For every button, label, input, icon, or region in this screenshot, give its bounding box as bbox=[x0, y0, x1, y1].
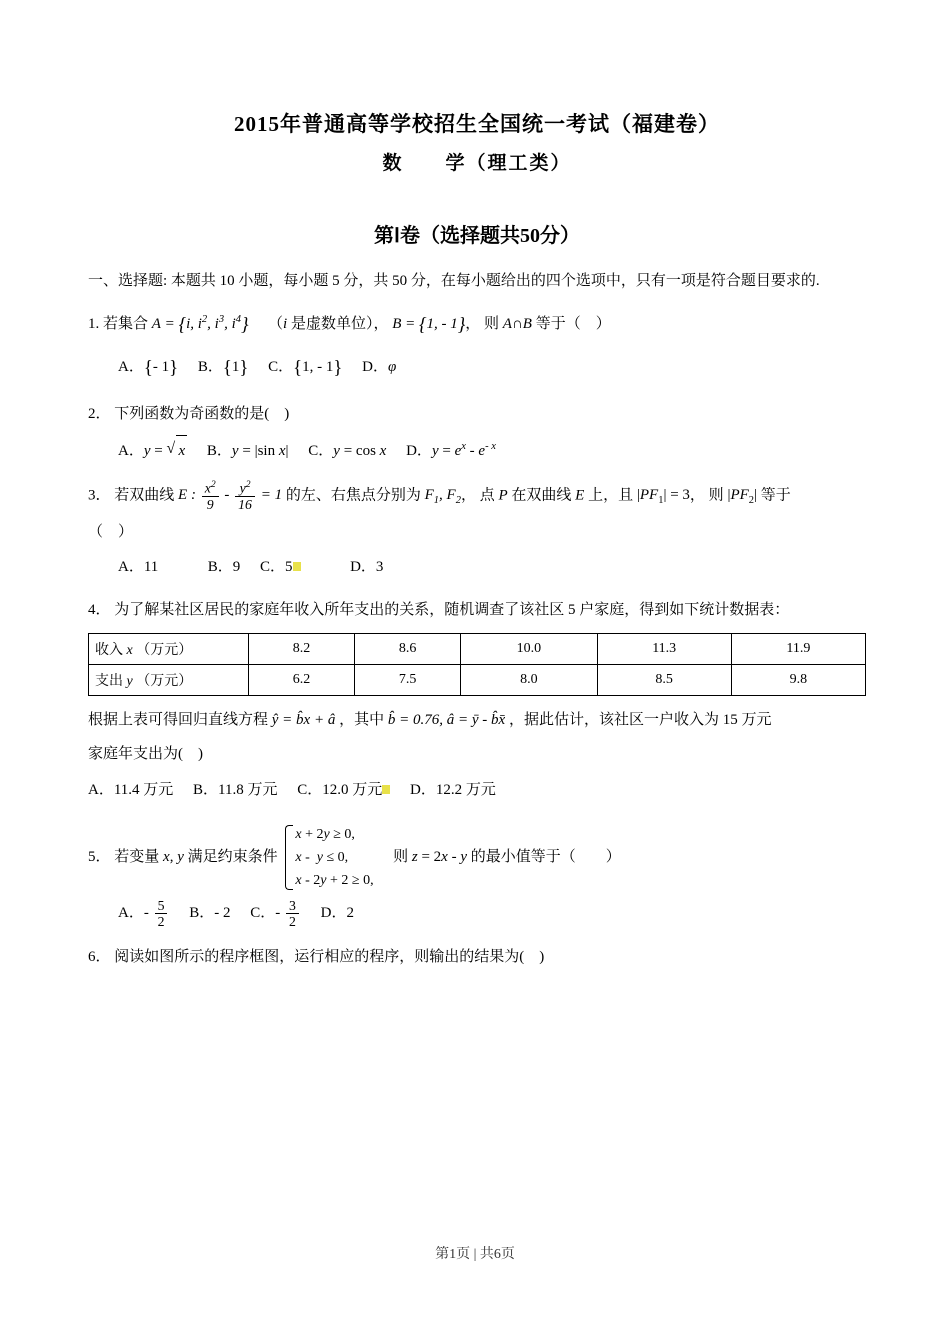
q1-ask: A∩B bbox=[502, 316, 532, 332]
q3-equation: E : $\frac{x^2}{9}$ - $\frac{y^2}{16}$ = 1 bbox=[178, 478, 283, 512]
q5-number: 5． bbox=[88, 848, 111, 865]
q1-number: 1. bbox=[88, 316, 100, 332]
q3-middle4: 上，且 bbox=[588, 487, 634, 504]
q5-system-line-1: x + 2y ≥ 0, bbox=[295, 826, 355, 842]
q4-regression: ŷ = b̂x + â bbox=[271, 711, 336, 728]
cell-income-2: 8.6 bbox=[355, 633, 461, 664]
instruction-text: 一、选择题: 本题共 10 小题，每小题 5 分，共 50 分，在每小题给出的四个选项中，只有一项是符合题目要求的. bbox=[88, 273, 820, 289]
cell-expense-5: 9.8 bbox=[731, 664, 865, 695]
q4-after-table bbox=[88, 706, 866, 735]
q5-then: 则 bbox=[393, 848, 409, 865]
cell-income-4: 11.3 bbox=[597, 633, 731, 664]
section-title: 第Ⅰ卷（选择题共50分） bbox=[374, 225, 580, 247]
q3-ask-second-line: （ ） bbox=[88, 523, 134, 540]
q2-stem: 下列函数为奇函数的是( ) bbox=[114, 406, 290, 423]
q4-text-3: ，据此估计，该社区一户收入为 15 万元 bbox=[508, 711, 772, 728]
cell-income-5: 11.9 bbox=[731, 633, 865, 664]
q4-text-2: ，其中 bbox=[339, 711, 385, 728]
q3-choice-b[interactable]: B．9 bbox=[207, 559, 241, 576]
q3-middle5: 则 bbox=[708, 487, 724, 504]
q4-choice-a[interactable]: A．11.4 万元 bbox=[88, 781, 174, 798]
q1-choices bbox=[118, 349, 866, 387]
q2-choice-a[interactable]: A．y = √ x bbox=[118, 443, 187, 459]
q3-choices bbox=[118, 552, 866, 582]
q3-foci: $F_1$, $F_2$ bbox=[424, 487, 461, 507]
q5-choice-b[interactable]: B．- 2 bbox=[189, 905, 231, 922]
cell-income-1: 8.2 bbox=[249, 633, 355, 664]
question-2 bbox=[88, 400, 866, 429]
q4-text-1: 根据上表可得回归直线方程 bbox=[88, 711, 269, 728]
question-6 bbox=[88, 943, 866, 972]
q4-number: 4． bbox=[88, 602, 111, 619]
q2-choices bbox=[118, 435, 866, 466]
q5-choice-d[interactable]: D．2 bbox=[320, 905, 355, 922]
table-row bbox=[89, 664, 866, 695]
question-5 bbox=[88, 823, 866, 892]
q4-coefficients: b̂ = 0.76, â = ȳ - b̂x̄ bbox=[387, 711, 506, 728]
q3-choice-a[interactable]: A．11 bbox=[118, 559, 159, 576]
q3-middle3: 在双曲线 bbox=[511, 487, 572, 504]
q3-middle1: 的左、右焦点分别为 bbox=[285, 487, 421, 504]
q1-choice-b[interactable]: B．{1} bbox=[197, 356, 249, 378]
page-content bbox=[88, 108, 866, 978]
page-title: 2015年普通高等学校招生全国统一考试（福建卷） bbox=[234, 112, 720, 136]
q3-middle2: 点 bbox=[479, 487, 495, 504]
cell-expense-3: 8.0 bbox=[461, 664, 597, 695]
q1-choice-d[interactable]: D．φ bbox=[362, 358, 397, 375]
q3-ask: $|PF_2|$ bbox=[727, 487, 758, 507]
page-subtitle: 数 学（理工类） bbox=[382, 153, 572, 174]
q3-stem-prefix: 若双曲线 bbox=[114, 487, 175, 504]
q5-choice-a[interactable]: A．- $\frac{5}{2}$ bbox=[118, 905, 169, 921]
q4-ask: 家庭年支出为( ) bbox=[88, 746, 203, 763]
statistics-table bbox=[88, 633, 866, 696]
page-footer: 第1页 | 共6页 bbox=[435, 1247, 515, 1262]
q5-stem-prefix: 若变量 x, y 满足约束条件 bbox=[114, 848, 278, 865]
q1-stem-prefix: 若集合 bbox=[103, 316, 149, 332]
q1-then: 则 bbox=[484, 316, 500, 332]
question-4 bbox=[88, 596, 866, 625]
q3-condition: $|PF_1| = 3$ bbox=[636, 487, 690, 507]
row-header-expense: 支出 y （万元） bbox=[89, 664, 249, 695]
cell-expense-2: 7.5 bbox=[355, 664, 461, 695]
question-1: 1. 若集合 A = {i, $i^2$, $i^3$, $i^4$} （i 是虚数单位）， B = {1, - 1}， 则 A∩B 等于（ ） bbox=[88, 314, 611, 336]
row-header-income: 收入 x （万元） bbox=[89, 633, 249, 664]
q4-choice-b[interactable]: B．11.8 万元 bbox=[193, 781, 278, 798]
table-row bbox=[89, 633, 866, 664]
q5-system-line-3: x - 2y + 2 ≥ 0, bbox=[295, 873, 374, 888]
q2-choice-d[interactable]: D．$y = e^x - e^{- x}$ bbox=[406, 440, 496, 459]
question-3: 3． 若双曲线 E : $\frac{x^2}{9}$ - $\frac{y^2}{16}$ = 1 的左、右焦点分别为 $F_1$, $F_2$， 点 P 在双曲线 E 上，且 $|PF_1| = 3$， 则 $|PF_2|$ 等于 bbox=[88, 478, 791, 512]
q5-choice-c[interactable]: C．- $\frac{3}{2}$ bbox=[250, 905, 301, 921]
q5-system bbox=[281, 823, 373, 892]
q1-choice-c[interactable]: C．{1, - 1} bbox=[268, 356, 343, 378]
q3-curve: E bbox=[575, 487, 585, 504]
q1-set-b: B = {1, - 1} bbox=[392, 314, 466, 336]
q1-choice-a[interactable]: A．{- 1} bbox=[118, 356, 179, 378]
q1-note: （i 是虚数单位） bbox=[268, 316, 374, 332]
q5-choices bbox=[118, 898, 866, 929]
cell-expense-4: 8.5 bbox=[597, 664, 731, 695]
cell-income-3: 10.0 bbox=[461, 633, 597, 664]
q6-stem: 阅读如图所示的程序框图，运行相应的程序，则输出的结果为( ) bbox=[114, 949, 545, 966]
q3-choice-c[interactable]: C．5 bbox=[260, 559, 301, 575]
q3-point: P bbox=[498, 487, 508, 504]
q2-choice-b[interactable]: B．y = |sin x| bbox=[206, 442, 289, 459]
q4-choice-d[interactable]: D．12.2 万元 bbox=[410, 781, 496, 798]
q4-stem: 为了解某社区居民的家庭年收入所年支出的关系，随机调查了该社区 5 户家庭，得到如下统计数据表： bbox=[114, 602, 790, 619]
q3-number: 3． bbox=[88, 487, 111, 504]
q1-set-a: A = {i, $i^2$, $i^3$, $i^4$} bbox=[151, 314, 249, 336]
q2-choice-c[interactable]: C．y = cos x bbox=[308, 442, 387, 459]
q4-choice-c[interactable]: C．12.0 万元 bbox=[297, 782, 390, 798]
q5-system-line-2: x - y ≤ 0, bbox=[295, 849, 349, 865]
q2-number: 2． bbox=[88, 406, 111, 423]
q5-ask: z = 2x - y 的最小值等于（ ） bbox=[411, 848, 621, 865]
q6-number: 6． bbox=[88, 949, 111, 966]
q4-choices bbox=[88, 775, 866, 805]
cell-expense-1: 6.2 bbox=[249, 664, 355, 695]
q3-choice-d[interactable]: D．3 bbox=[350, 559, 384, 576]
